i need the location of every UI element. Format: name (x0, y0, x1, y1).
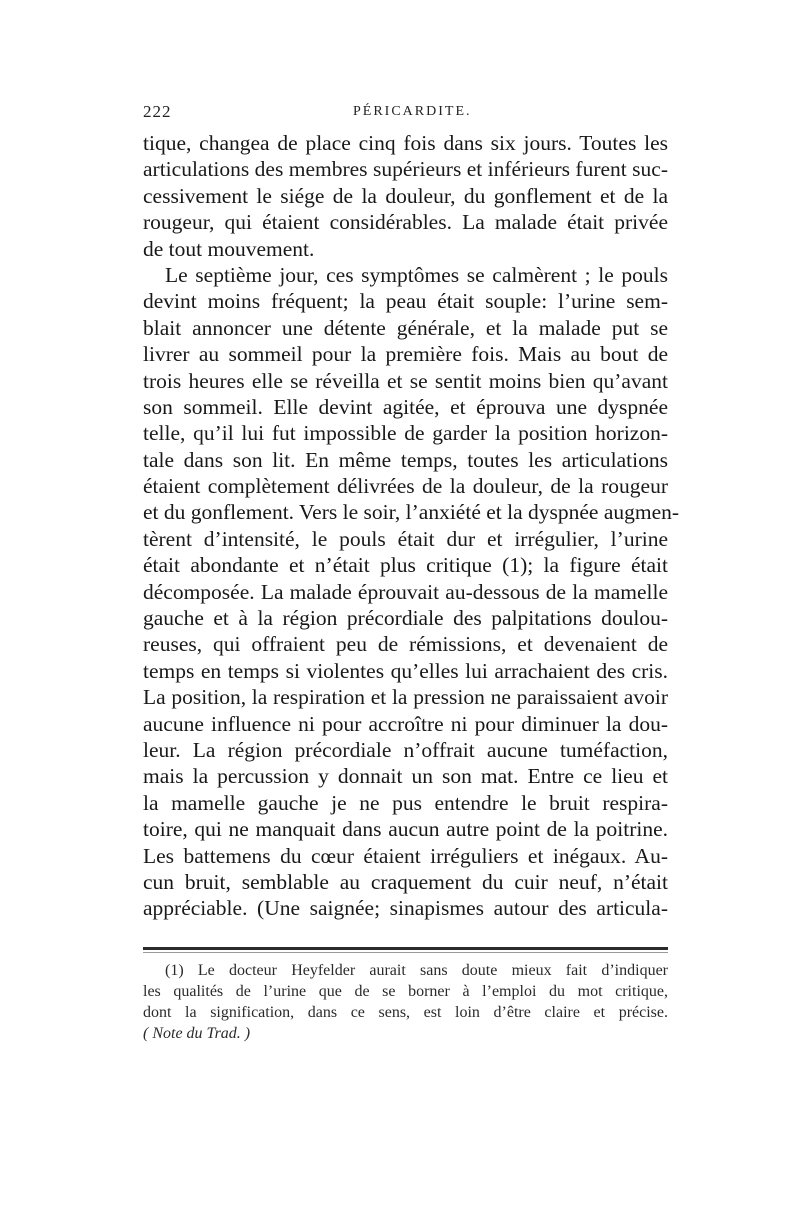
text-line: tale dans son lit. En même temps, toutes les articulations (143, 447, 668, 472)
text-line: articulations des membres supérieurs et inférieurs furent suc- (143, 157, 668, 182)
text-line: étaient complètement délivrées de la douleur, de la rougeur (143, 474, 668, 499)
page-number: 222 (143, 102, 172, 121)
text-line: et du gonflement. Vers le soir, l’anxiété et la dyspnée augmen- (143, 500, 680, 525)
paragraph-first-line: Le septième jour, ces symptômes se calmèrent ; le pouls (165, 262, 668, 287)
text-line: décomposée. La malade éprouvait au-dessous de la mamelle (143, 579, 668, 604)
text-line: Les battemens du cœur étaient irréguliers et inégaux. Au- (143, 843, 668, 868)
text-line: cun bruit, semblable au craquement du cuir neuf, n’était (143, 869, 668, 894)
text-line: La position, la respiration et la pression ne paraissaient avoir (143, 685, 668, 710)
text-line: tèrent d’intensité, le pouls était dur et irrégulier, l’urine (143, 526, 668, 551)
text-line: était abondante et n’était plus critique (1); la figure était (143, 553, 668, 578)
text-line: leur. La région précordiale n’offrait aucune tuméfaction, (143, 737, 668, 762)
text-line: telle, qu’il lui fut impossible de garder la position horizon- (143, 421, 668, 446)
footnote-translator-note: ( Note du Trad. ) (143, 1025, 251, 1042)
footnote-line: dont la signification, dans ce sens, est loin d’être claire et précise. (143, 1004, 668, 1021)
text-line: rougeur, qui étaient considérables. La malade était privée (143, 210, 668, 235)
text-line: appréciable. (Une saignée; sinapismes autour des articula- (143, 896, 668, 921)
text-line: tique, changea de place cinq fois dans six jours. Toutes les (143, 131, 668, 155)
footnote-rule-thin (143, 952, 668, 953)
text-line: cessivement le siége de la douleur, du gonflement et de la (143, 183, 668, 208)
text-line: livrer au sommeil pour la première fois. Mais au bout de (143, 342, 668, 367)
running-head (143, 102, 668, 124)
text-line: son sommeil. Elle devint agitée, et éprouva une dyspnée (143, 394, 668, 419)
text-line: aucune influence ni pour accroître ni pour diminuer la dou- (143, 711, 668, 736)
text-line: de tout mouvement. (143, 236, 315, 261)
body-text (143, 130, 680, 922)
footnote-rule (143, 947, 668, 950)
running-title: PÉRICARDITE. (353, 104, 472, 119)
footnote-line: les qualités de l’urine que de se borner à l’emploi du mot critique, (143, 983, 668, 1000)
text-line: temps en temps si violentes qu’elles lui arrachaient des cris. (143, 658, 668, 683)
text-line: mais la percussion y donnait un son mat. Entre ce lieu et (143, 764, 668, 789)
text-line: reuses, qui offraient peu de rémissions, et devenaient de (143, 632, 668, 657)
text-line: blait annoncer une détente générale, et la malade put se (143, 315, 668, 340)
text-line: toire, qui ne manquait dans aucun autre point de la poitrine. (143, 817, 668, 842)
text-line: la mamelle gauche je ne pus entendre le bruit respira- (143, 790, 668, 815)
footnote (143, 960, 668, 1044)
text-line: trois heures elle se réveilla et se sentit moins bien qu’avant (143, 368, 668, 393)
text-line: devint moins fréquent; la peau était souple: l’urine sem- (143, 289, 668, 314)
footnote-line: (1) Le docteur Heyfelder aurait sans doute mieux fait d’indiquer (165, 962, 668, 979)
text-line: gauche et à la région précordiale des palpitations doulou- (143, 606, 668, 631)
